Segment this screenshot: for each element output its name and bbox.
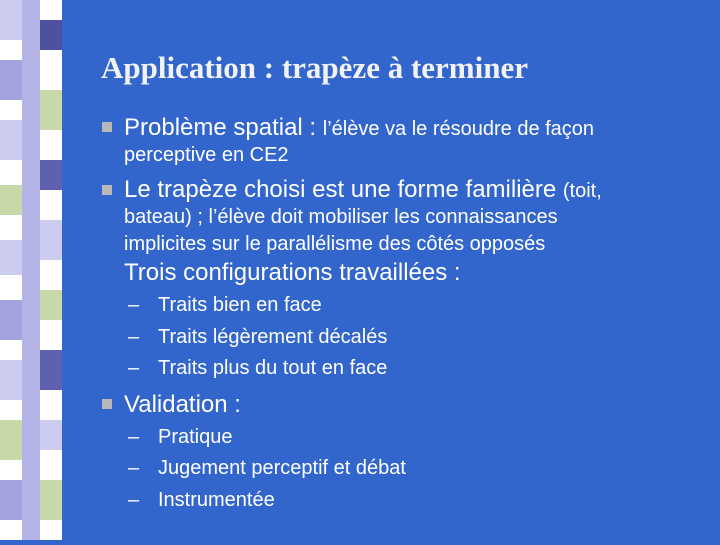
bullet-4-lead: Validation :	[124, 391, 241, 418]
bullet-marker	[102, 399, 112, 409]
stripe-pattern	[0, 0, 80, 540]
sub-dash: –	[128, 426, 140, 448]
sub-item-2: Traits légèrement décalés	[158, 326, 388, 348]
sub-dash: –	[128, 357, 140, 379]
bullet-1-line-2: perceptive en CE2	[124, 144, 289, 166]
sub-dash: –	[128, 326, 140, 348]
bullet-3-lead: Trois configurations travaillées :	[124, 259, 461, 286]
bullet-2-lead: Le trapèze choisi est une forme familière	[124, 176, 563, 203]
sub-item-4: Pratique	[158, 426, 233, 448]
sub-dash: –	[128, 489, 140, 511]
bullet-1-line-1	[124, 114, 594, 142]
sub-item-5: Jugement perceptif et débat	[158, 457, 406, 479]
bullet-marker	[102, 122, 112, 132]
sub-item-3: Traits plus du tout en face	[158, 357, 388, 379]
bullet-2-rest: (toit,	[562, 180, 602, 202]
bullet-marker	[102, 185, 112, 195]
bullet-2-line-2: bateau) ; l’élève doit mobiliser les connaissances	[124, 206, 558, 228]
sub-dash: –	[128, 457, 140, 479]
bullet-2-line-1	[124, 176, 602, 204]
sub-dash: –	[128, 294, 140, 316]
bullet-1-rest: l’élève va le résoudre de façon	[322, 118, 595, 140]
bullet-2-line-3: implicites sur le parallélisme des côtés opposés	[124, 233, 546, 255]
sub-item-6: Instrumentée	[158, 489, 275, 511]
bullet-1-lead: Problème spatial :	[124, 114, 323, 141]
decorative-stripe-bar	[0, 0, 80, 540]
sub-item-1: Traits bien en face	[158, 294, 322, 316]
slide-title: Application : trapèze à terminer	[101, 50, 528, 85]
